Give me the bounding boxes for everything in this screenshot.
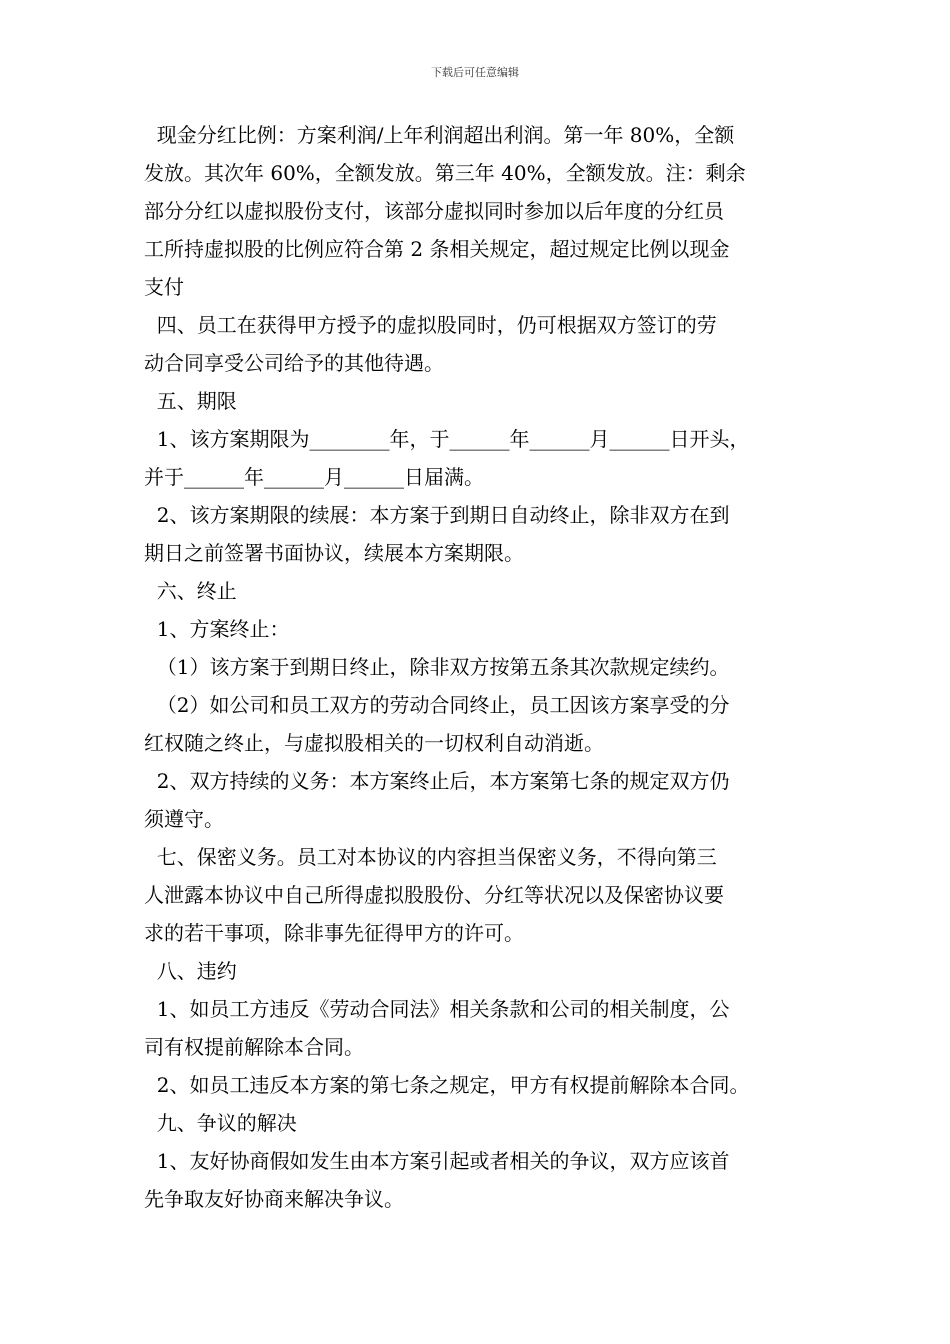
text-line: 四、员工在获得甲方授予的虚拟股同时，仍可根据双方签订的劳 [144, 313, 717, 337]
text-line: 求的若干事项，除非事先征得甲方的许可。 [144, 921, 524, 945]
text-line: 人泄露本协议中自己所得虚拟股股份、分红等状况以及保密协议要 [144, 883, 724, 907]
text-line: 现金分红比例：方案利润/上年利润超出利润。第一年 80%，全额 [144, 123, 735, 147]
text-line: 工所持虚拟股的比例应符合第 2 条相关规定，超过规定比例以现金 [144, 237, 730, 261]
page-header: 下载后可任意编辑 [431, 66, 519, 79]
text-line: 期日之前签署书面协议，续展本方案期限。 [144, 541, 524, 565]
text-line: 红权随之终止，与虚拟股相关的一切权利自动消逝。 [144, 731, 604, 755]
text-line: 司有权提前解除本合同。 [144, 1035, 364, 1059]
text-line: 先争取友好协商来解决争议。 [144, 1187, 404, 1211]
text-line: 2、如员工违反本方案的第七条之规定，甲方有权提前解除本合同。 [144, 1073, 750, 1097]
document-body [144, 116, 814, 1218]
section-heading: 九、争议的解决 [144, 1111, 297, 1135]
text-line: 并于______年______月______日届满。 [144, 465, 484, 489]
text-line: 1、友好协商假如发生由本方案引起或者相关的争议，双方应该首 [144, 1149, 730, 1173]
text-line: 发放。其次年 60%，全额发放。第三年 40%，全额发放。注：剩余 [144, 161, 746, 185]
text-line: （2）如公司和员工双方的劳动合同终止，员工因该方案享受的分 [144, 693, 730, 717]
text-line: 动合同享受公司给予的其他待遇。 [144, 351, 444, 375]
text-line: 支付 [144, 275, 184, 299]
text-line: 2、双方持续的义务：本方案终止后，本方案第七条的规定双方仍 [144, 769, 730, 793]
text-line: 须遵守。 [144, 807, 224, 831]
text-line: 1、该方案期限为________年，于______年______月______日开头， [144, 427, 750, 451]
text-line: 2、该方案期限的续展：本方案于到期日自动终止，除非双方在到 [144, 503, 730, 527]
text-line: 1、如员工方违反《劳动合同法》相关条款和公司的相关制度，公 [144, 997, 730, 1021]
text-line: 七、保密义务。员工对本协议的内容担当保密义务，不得向第三 [144, 845, 717, 869]
section-heading: 五、期限 [144, 389, 237, 413]
section-heading: 八、违约 [144, 959, 237, 983]
text-line: （1）该方案于到期日终止，除非双方按第五条其次款规定续约。 [144, 655, 730, 679]
text-line: 部分分红以虚拟股份支付，该部分虚拟同时参加以后年度的分红员 [144, 199, 724, 223]
section-heading: 六、终止 [144, 579, 237, 603]
text-line: 1、方案终止： [144, 617, 290, 641]
